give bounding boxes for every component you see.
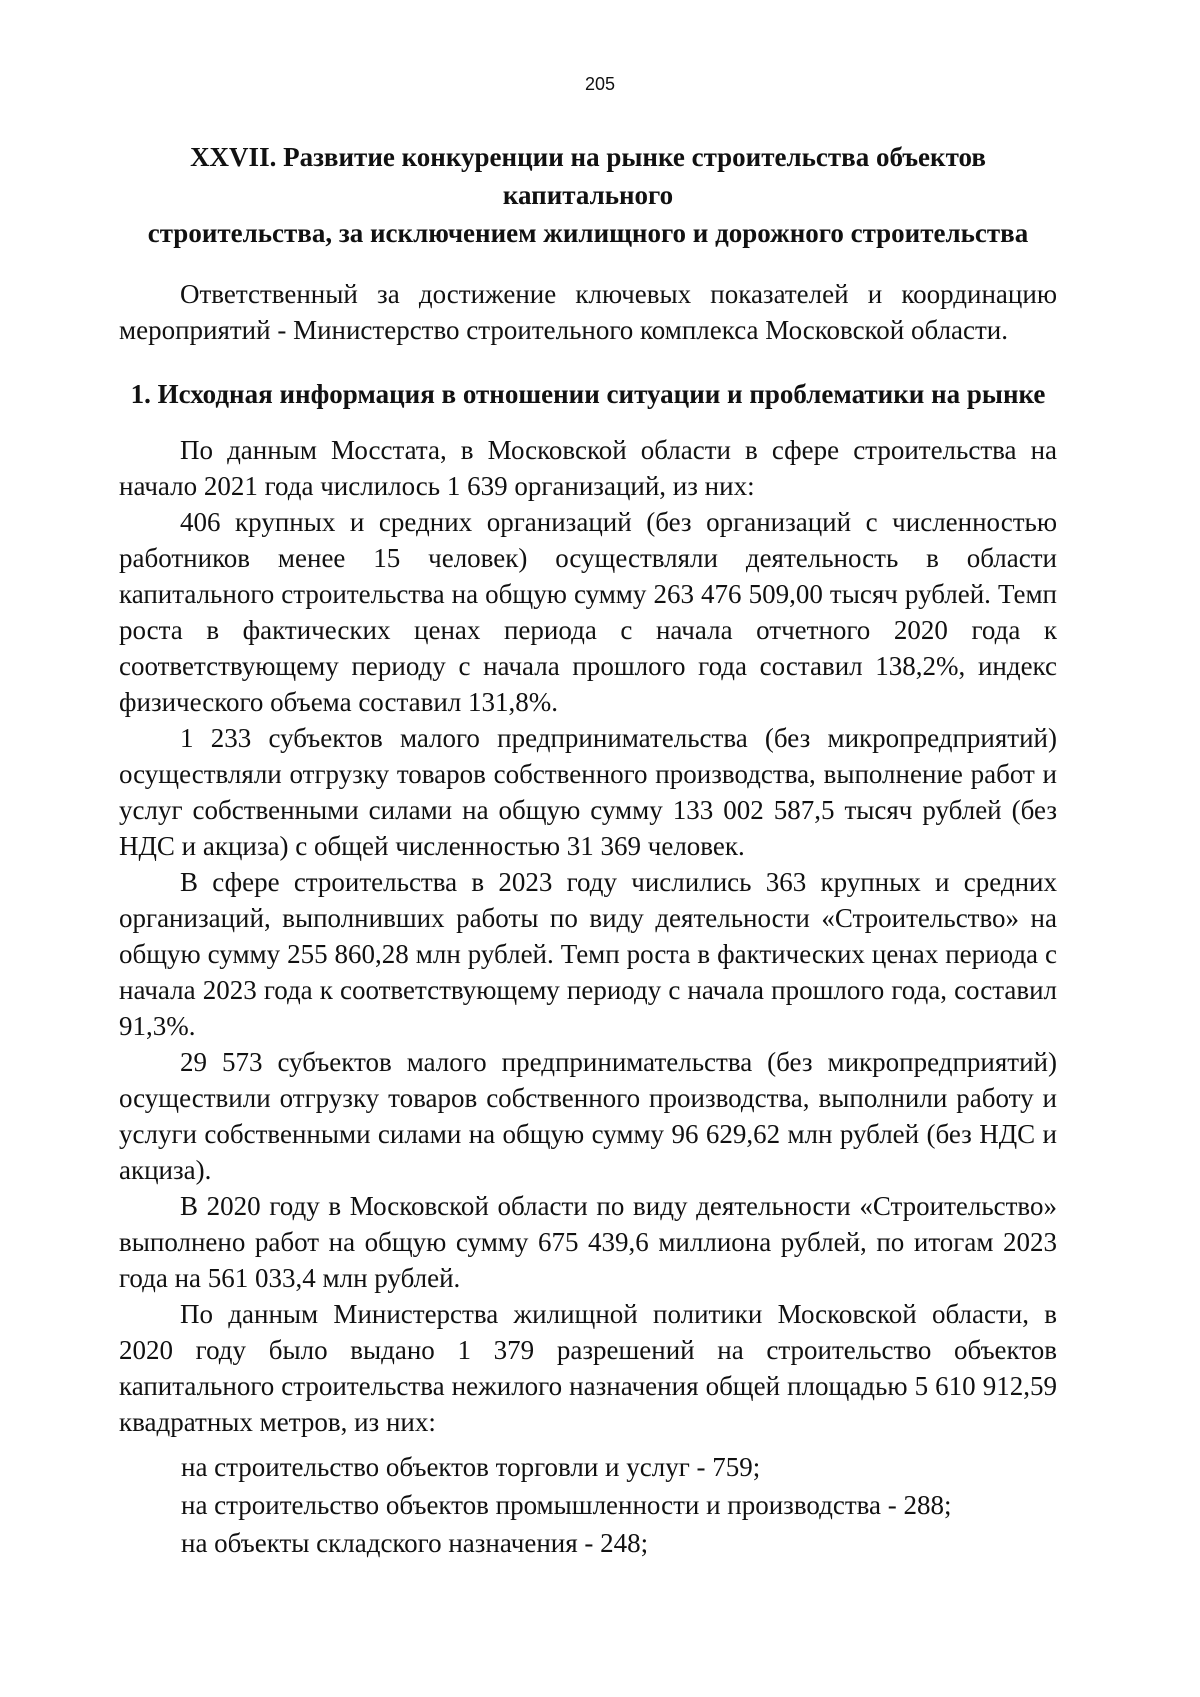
list-item: на строительство объектов торговли и услуг - 759; — [181, 1452, 761, 1482]
paragraph: По данным Мосстата, в Московской области в сфере строительства на начало 2021 года числилось 1 639 организаций, из них: — [119, 435, 1057, 501]
chapter-title-line-2: строительства, за исключением жилищного и дорожного строительства — [147, 218, 1029, 248]
paragraph: 406 крупных и средних организаций (без организаций с численностью работников менее 15 человек) осуществляли деятельность в области капитального строительства на общую сумму 263 476 509,00 тысяч рублей. Темп роста в фактических ценах периода с начала отчетного 2020 года к соответствующему периоду с начала прошлого года составил 138,2%, индекс физического объема составил 131,8%. — [119, 507, 1057, 717]
paragraph: В 2020 году в Московской области по виду деятельности «Строительство» выполнено работ на общую сумму 675 439,6 миллиона рублей, по итогам 2023 года на 561 033,4 млн рублей. — [119, 1191, 1057, 1293]
responsible-paragraph: Ответственный за достижение ключевых показателей и координацию мероприятий - Министерство строительного комплекса Московской области. — [119, 279, 1057, 345]
chapter-title — [119, 138, 1057, 252]
list-item: на строительство объектов промышленности и производства - 288; — [181, 1490, 952, 1520]
list-item: на объекты складского назначения - 248; — [181, 1528, 649, 1558]
document-body — [119, 138, 1057, 1562]
paragraph: 1 233 субъектов малого предпринимательства (без микропредприятий) осуществляли отгрузку товаров собственного производства, выполнение работ и услуг собственными силами на общую сумму 133 002 587,5 тысяч рублей (без НДС и акциза) с общей численностью 31 369 человек. — [119, 723, 1057, 861]
paragraph: В сфере строительства в 2023 году числились 363 крупных и средних организаций, выполнивших работы по виду деятельности «Строительство» на общую сумму 255 860,28 млн рублей. Темп роста в фактических ценах периода с начала 2023 года к соответствующему периоду с начала прошлого года, составил 91,3%. — [119, 867, 1057, 1041]
page-number: 205 — [584, 74, 616, 94]
paragraph: 29 573 субъектов малого предпринимательства (без микропредприятий) осуществили отгрузку товаров собственного производства, выполнили работу и услуги собственными силами на общую сумму 96 629,62 млн рублей (без НДС и акциза). — [119, 1047, 1057, 1185]
section-heading: 1. Исходная информация в отношении ситуации и проблематики на рынке — [130, 379, 1046, 409]
paragraph: По данным Министерства жилищной политики Московской области, в 2020 году было выдано 1 379 разрешений на строительство объектов капитального строительства нежилого назначения общей площадью 5 610 912,59 квадратных метров, из них: — [119, 1299, 1057, 1437]
chapter-title-line-1: XXVII. Развитие конкуренции на рынке строительства объектов капитального — [190, 142, 986, 210]
